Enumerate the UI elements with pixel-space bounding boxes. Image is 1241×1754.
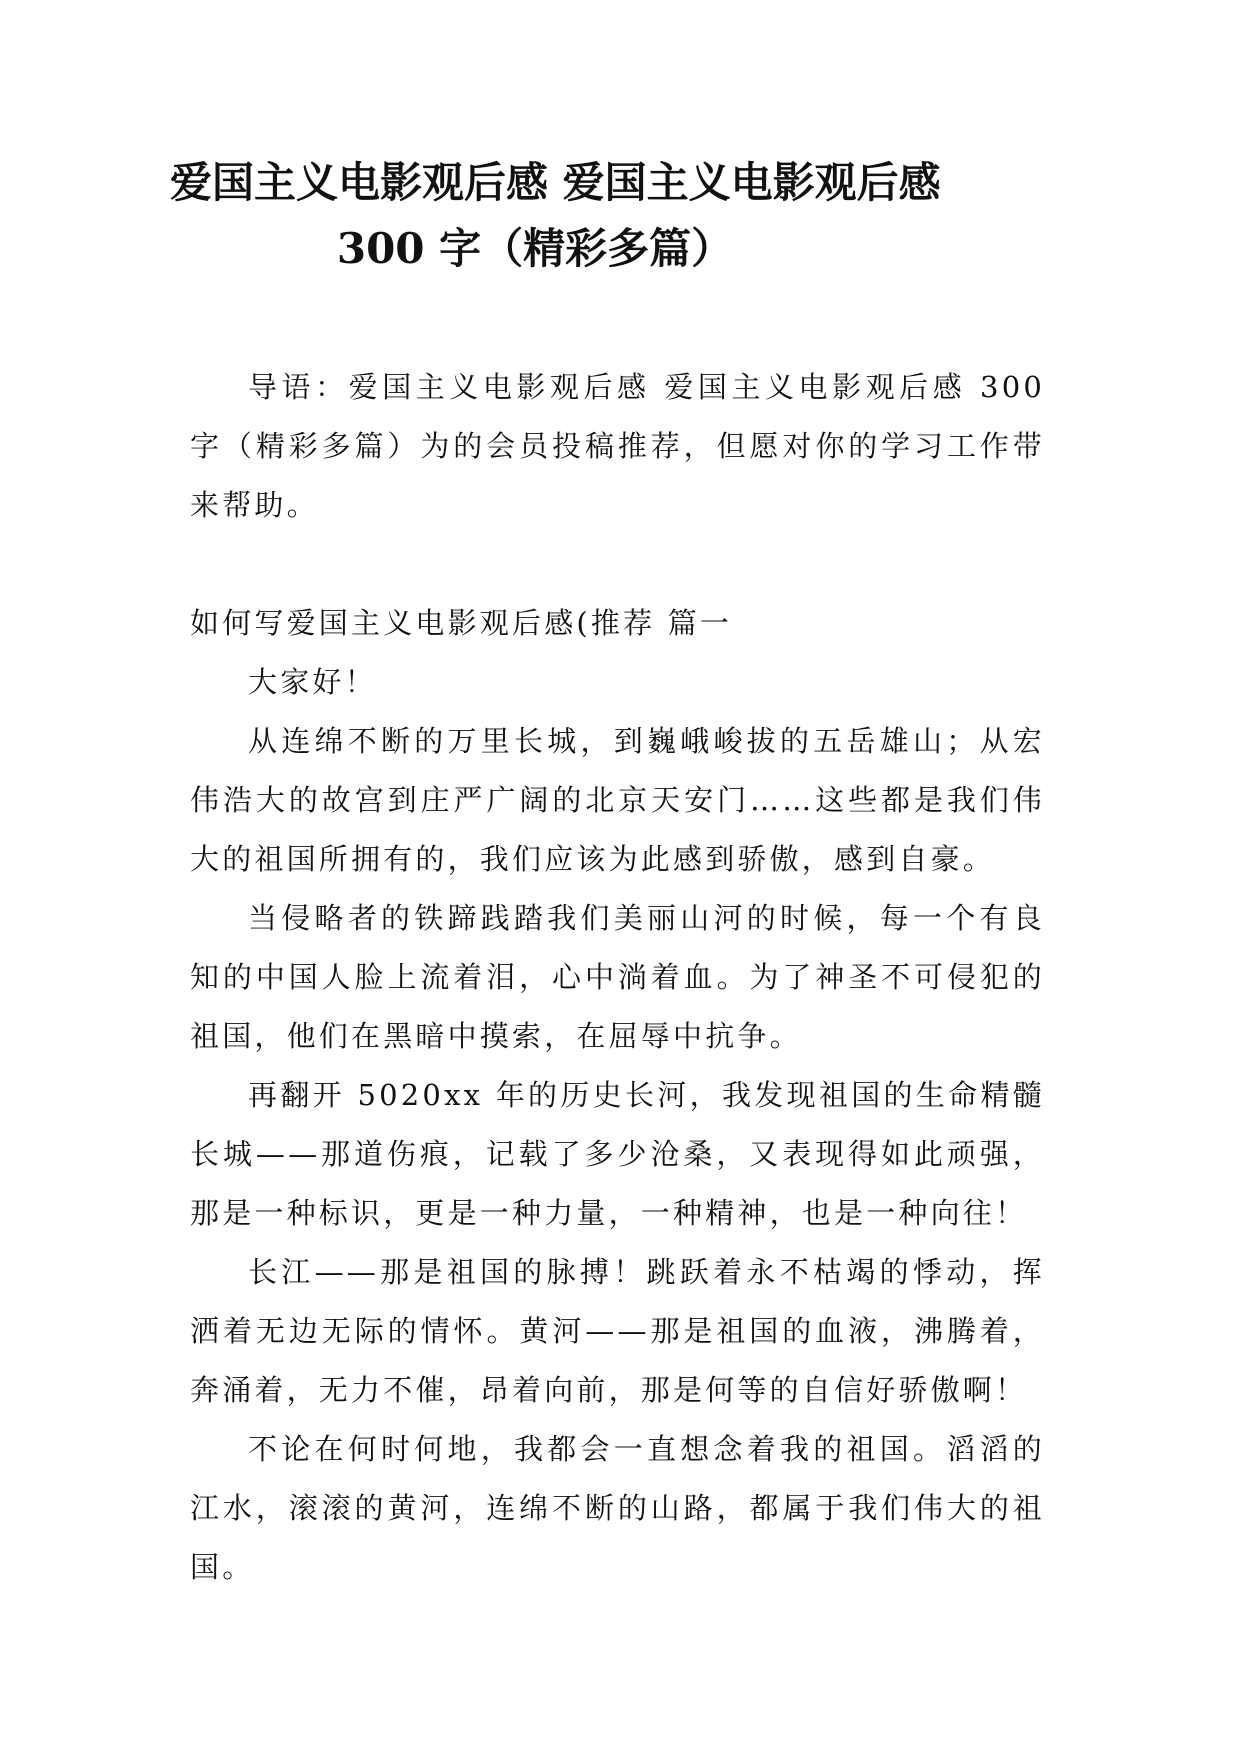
paragraph-5: 不论在何时何地，我都会一直想念着我的祖国。滔滔的江水，滚滚的黄河，连绵不断的山路，都属于我们伟大的祖国。	[190, 1432, 1045, 1584]
paragraph-greeting: 大家好！	[248, 665, 377, 699]
paragraph-2: 当侵略者的铁蹄践踏我们美丽山河的时候，每一个有良知的中国人脸上流着泪，心中淌着血。为了神圣不可侵犯的祖国，他们在黑暗中摸索，在屈辱中抗争。	[190, 901, 1045, 1053]
section-heading: 如何写爱国主义电影观后感(推荐 篇一	[190, 606, 733, 640]
paragraph-4: 长江——那是祖国的脉搏！跳跃着永不枯竭的悸动，挥洒着无边无际的情怀。黄河——那是祖国的血液，沸腾着，奔涌着，无力不催，昂着向前，那是何等的自信好骄傲啊！	[190, 1255, 1045, 1407]
paragraph-3: 再翻开 5020xx 年的历史长河，我发现祖国的生命精髓长城——那道伤痕，记载了多少沧桑，又表现得如此顽强，那是一种标识，更是一种力量，一种精神，也是一种向往！	[190, 1078, 1045, 1230]
document-title	[170, 150, 1070, 282]
paragraph-1: 从连绵不断的万里长城，到巍峨峻拔的五岳雄山；从宏伟浩大的故宫到庄严广阔的北京天安门……这些都是我们伟大的祖国所拥有的，我们应该为此感到骄傲，感到自豪。	[190, 724, 1045, 876]
document-body	[190, 358, 1045, 1597]
intro-paragraph: 导语：爱国主义电影观后感 爱国主义电影观后感 300 字（精彩多篇）为的会员投稿推荐，但愿对你的学习工作带来帮助。	[190, 370, 1045, 522]
title-line-2: 300 字（精彩多篇）	[336, 224, 734, 273]
title-line-1: 爱国主义电影观后感 爱国主义电影观后感	[170, 158, 941, 207]
